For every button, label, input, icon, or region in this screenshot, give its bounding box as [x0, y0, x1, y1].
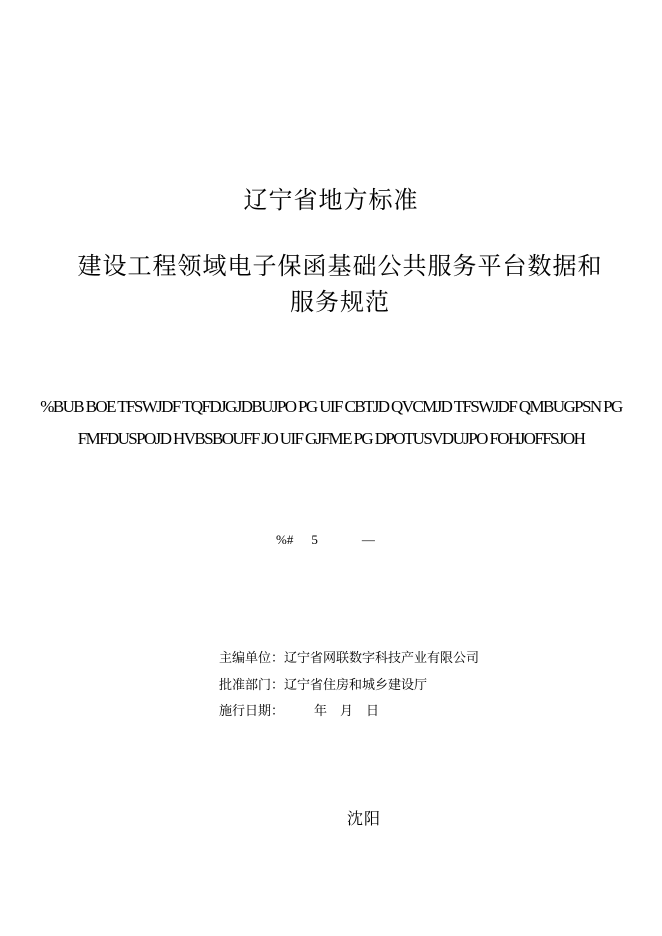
- effective-date-line: [219, 703, 379, 721]
- standard-code: [276, 530, 375, 550]
- publication-city: 沈阳: [347, 809, 382, 828]
- document-title: 建设工程领域电子保函基础公共服务平台数据和服务规范: [77, 252, 603, 316]
- approver-label: 批准部门：: [219, 678, 285, 693]
- editor-line: [219, 650, 479, 668]
- english-title-line-2: FMFDUSPOJD HVBSBOUFF JO UIF GJFME PG DPOTUSVDUJPO FOHJOFFSJOH: [77, 429, 585, 448]
- standard-category-title: 辽宁省地方标准: [243, 186, 419, 214]
- standard-code-number: 5: [311, 532, 318, 547]
- editor-label: 主编单位：: [219, 651, 285, 666]
- effective-date-value: 年 月 日: [314, 704, 380, 719]
- standard-code-dash: —: [361, 532, 375, 547]
- standard-code-prefix: %#: [276, 532, 294, 547]
- english-title-line-1: %BUB BOE TFSWJDF TQFDJGJDBUJPO PG UIF CBTJD QVCMJD TFSWJDF QMBUGPSN PG: [40, 397, 622, 416]
- editor-value: 辽宁省网联数字科技产业有限公司: [284, 651, 480, 666]
- effective-date-label: 施行日期：: [219, 704, 285, 719]
- approver-value: 辽宁省住房和城乡建设厅: [284, 678, 428, 693]
- approver-line: [219, 677, 427, 695]
